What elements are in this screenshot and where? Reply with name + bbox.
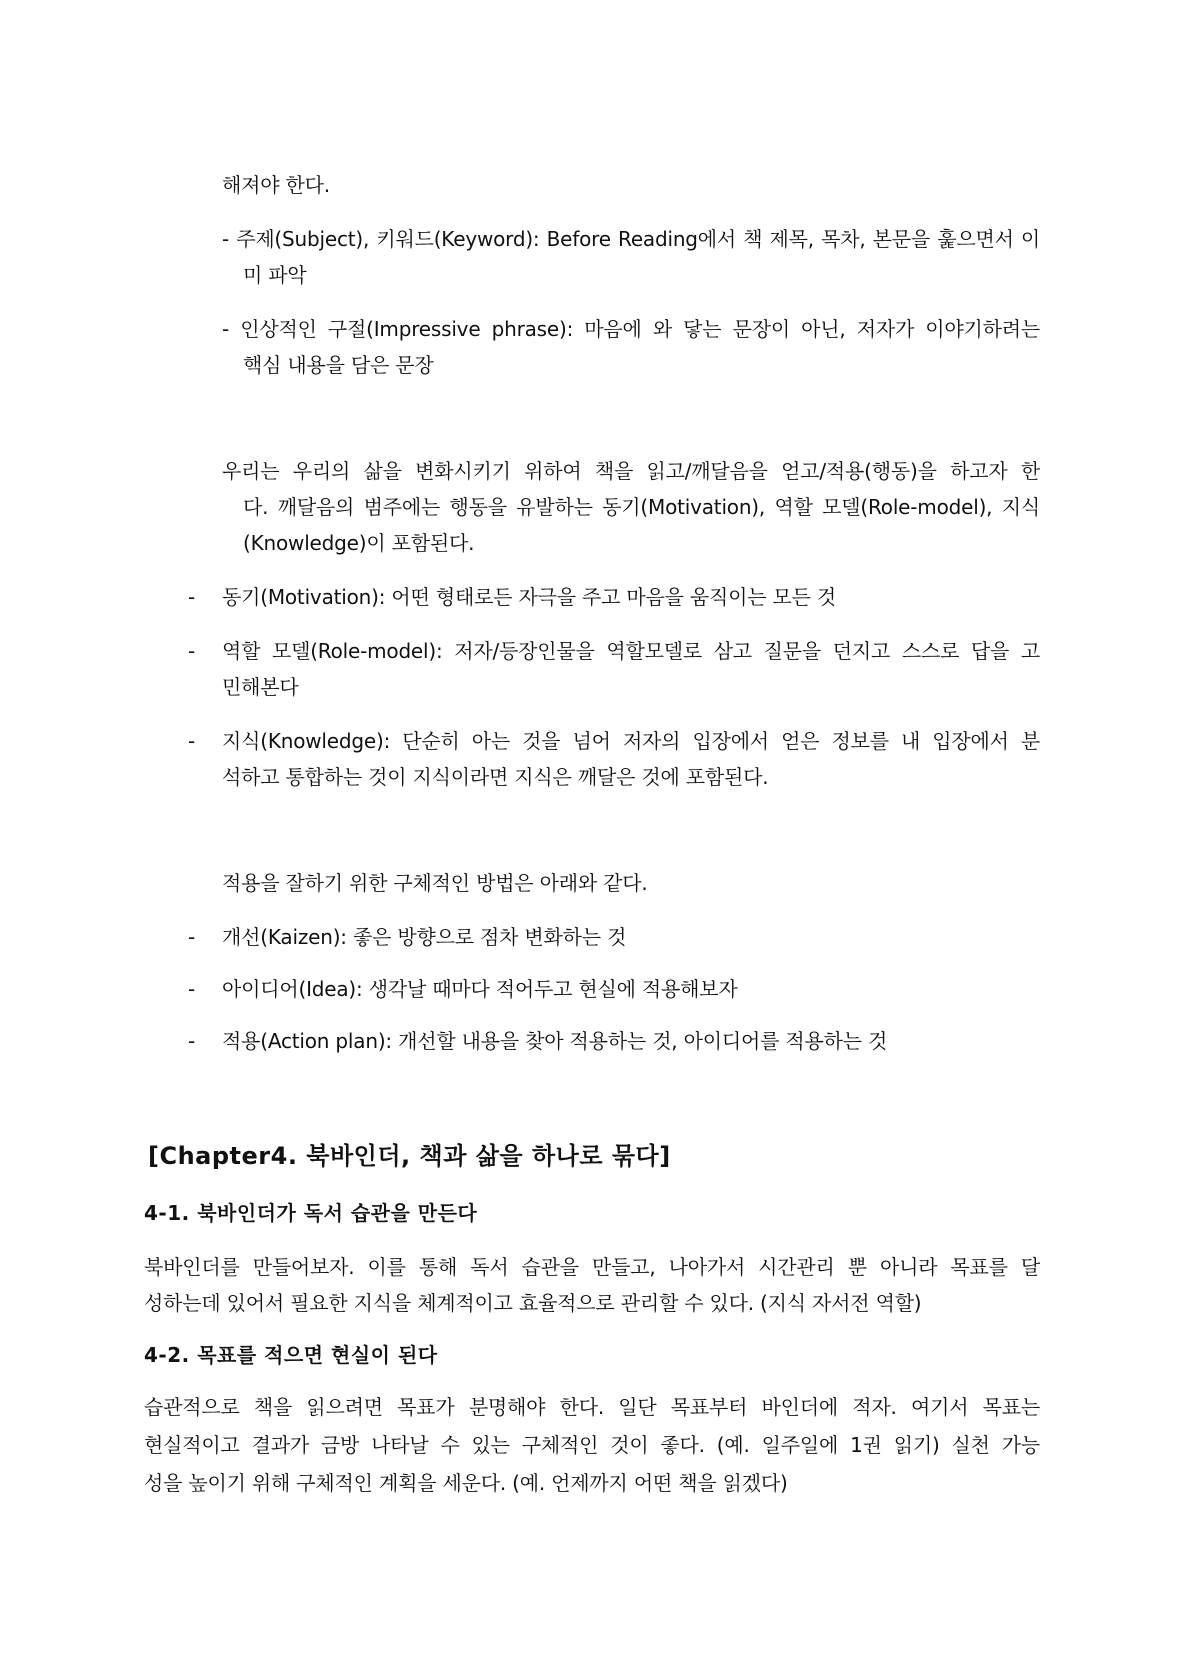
chapter-heading: [Chapter4. 북바인더, 책과 삶을 하나로 묶다] (148, 1142, 671, 1170)
bullet-idea: 아이디어(Idea): 생각날 때마다 적어두고 현실에 적용해보자 (222, 977, 738, 1001)
bullet-dash: - (188, 639, 196, 663)
bullet-continuation: 민해본다 (222, 675, 299, 699)
text-line: 해져야 한다. (222, 173, 330, 197)
bullet-impressive-phrase: - 인상적인 구절(Impressive phrase): 마음에 와 닿는 문장이 아닌, 저자가 이야기하려는 (222, 317, 1040, 341)
bullet-continuation: 석하고 통합하는 것이 지식이라면 지식은 깨달은 것에 포함된다. (222, 765, 769, 789)
bullet-knowledge: 지식(Knowledge): 단순히 아는 것을 넘어 저자의 입장에서 얻은 정보를 내 입장에서 분 (222, 729, 1040, 753)
paragraph-line: 우리는 우리의 삶을 변화시키기 위하여 책을 읽고/깨달음을 얻고/적용(행동)을 하고자 한 (222, 459, 1040, 483)
bullet-dash: - (188, 585, 196, 609)
bullet-motivation: 동기(Motivation): 어떤 형태로든 자극을 주고 마음을 움직이는 모든 것 (222, 585, 837, 609)
section-heading: 4-2. 목표를 적으면 현실이 된다 (144, 1343, 438, 1367)
bullet-kaizen: 개선(Kaizen): 좋은 방향으로 점차 변화하는 것 (222, 925, 627, 949)
bullet-dash: - (188, 977, 196, 1001)
bullet-dash: - (188, 729, 196, 753)
bullet-dash: - (188, 925, 196, 949)
bullet-dash: - (188, 1029, 196, 1053)
bullet-role-model: 역할 모델(Role-model): 저자/등장인물을 역할모델로 삼고 질문을 던지고 스스로 답을 고 (222, 639, 1040, 663)
paragraph-line: 적용을 잘하기 위한 구체적인 방법은 아래와 같다. (222, 871, 648, 895)
paragraph-line: 다. 깨달음의 범주에는 행동을 유발하는 동기(Motivation), 역할 모델(Role-model), 지식 (243, 495, 1040, 519)
section-heading: 4-1. 북바인더가 독서 습관을 만든다 (144, 1201, 478, 1225)
bullet-subject-keyword: - 주제(Subject), 키워드(Keyword): Before Reading에서 책 제목, 목차, 본문을 훑으면서 이 (222, 227, 1040, 251)
paragraph-line: 북바인더를 만들어보자. 이를 통해 독서 습관을 만들고, 나아가서 시간관리 뿐 아니라 목표를 달 (144, 1255, 1040, 1279)
bullet-continuation: 미 파악 (243, 263, 307, 287)
paragraph-line: 성하는데 있어서 필요한 지식을 체계적이고 효율적으로 관리할 수 있다. (지식 자서전 역할) (144, 1291, 922, 1315)
paragraph-line: 현실적이고 결과가 금방 나타날 수 있는 구체적인 것이 좋다. (예. 일주일에 1권 읽기) 실천 가능 (144, 1433, 1040, 1457)
paragraph-line: 습관적으로 책을 읽으려면 목표가 분명해야 한다. 일단 목표부터 바인더에 적자. 여기서 목표는 (144, 1395, 1040, 1419)
bullet-action-plan: 적용(Action plan): 개선할 내용을 찾아 적용하는 것, 아이디어를 적용하는 것 (222, 1029, 888, 1053)
paragraph-line: (Knowledge)이 포함된다. (243, 531, 475, 555)
bullet-continuation: 핵심 내용을 담은 문장 (243, 353, 434, 377)
paragraph-line: 성을 높이기 위해 구체적인 계획을 세운다. (예. 언제까지 어떤 책을 읽겠다) (144, 1471, 788, 1495)
